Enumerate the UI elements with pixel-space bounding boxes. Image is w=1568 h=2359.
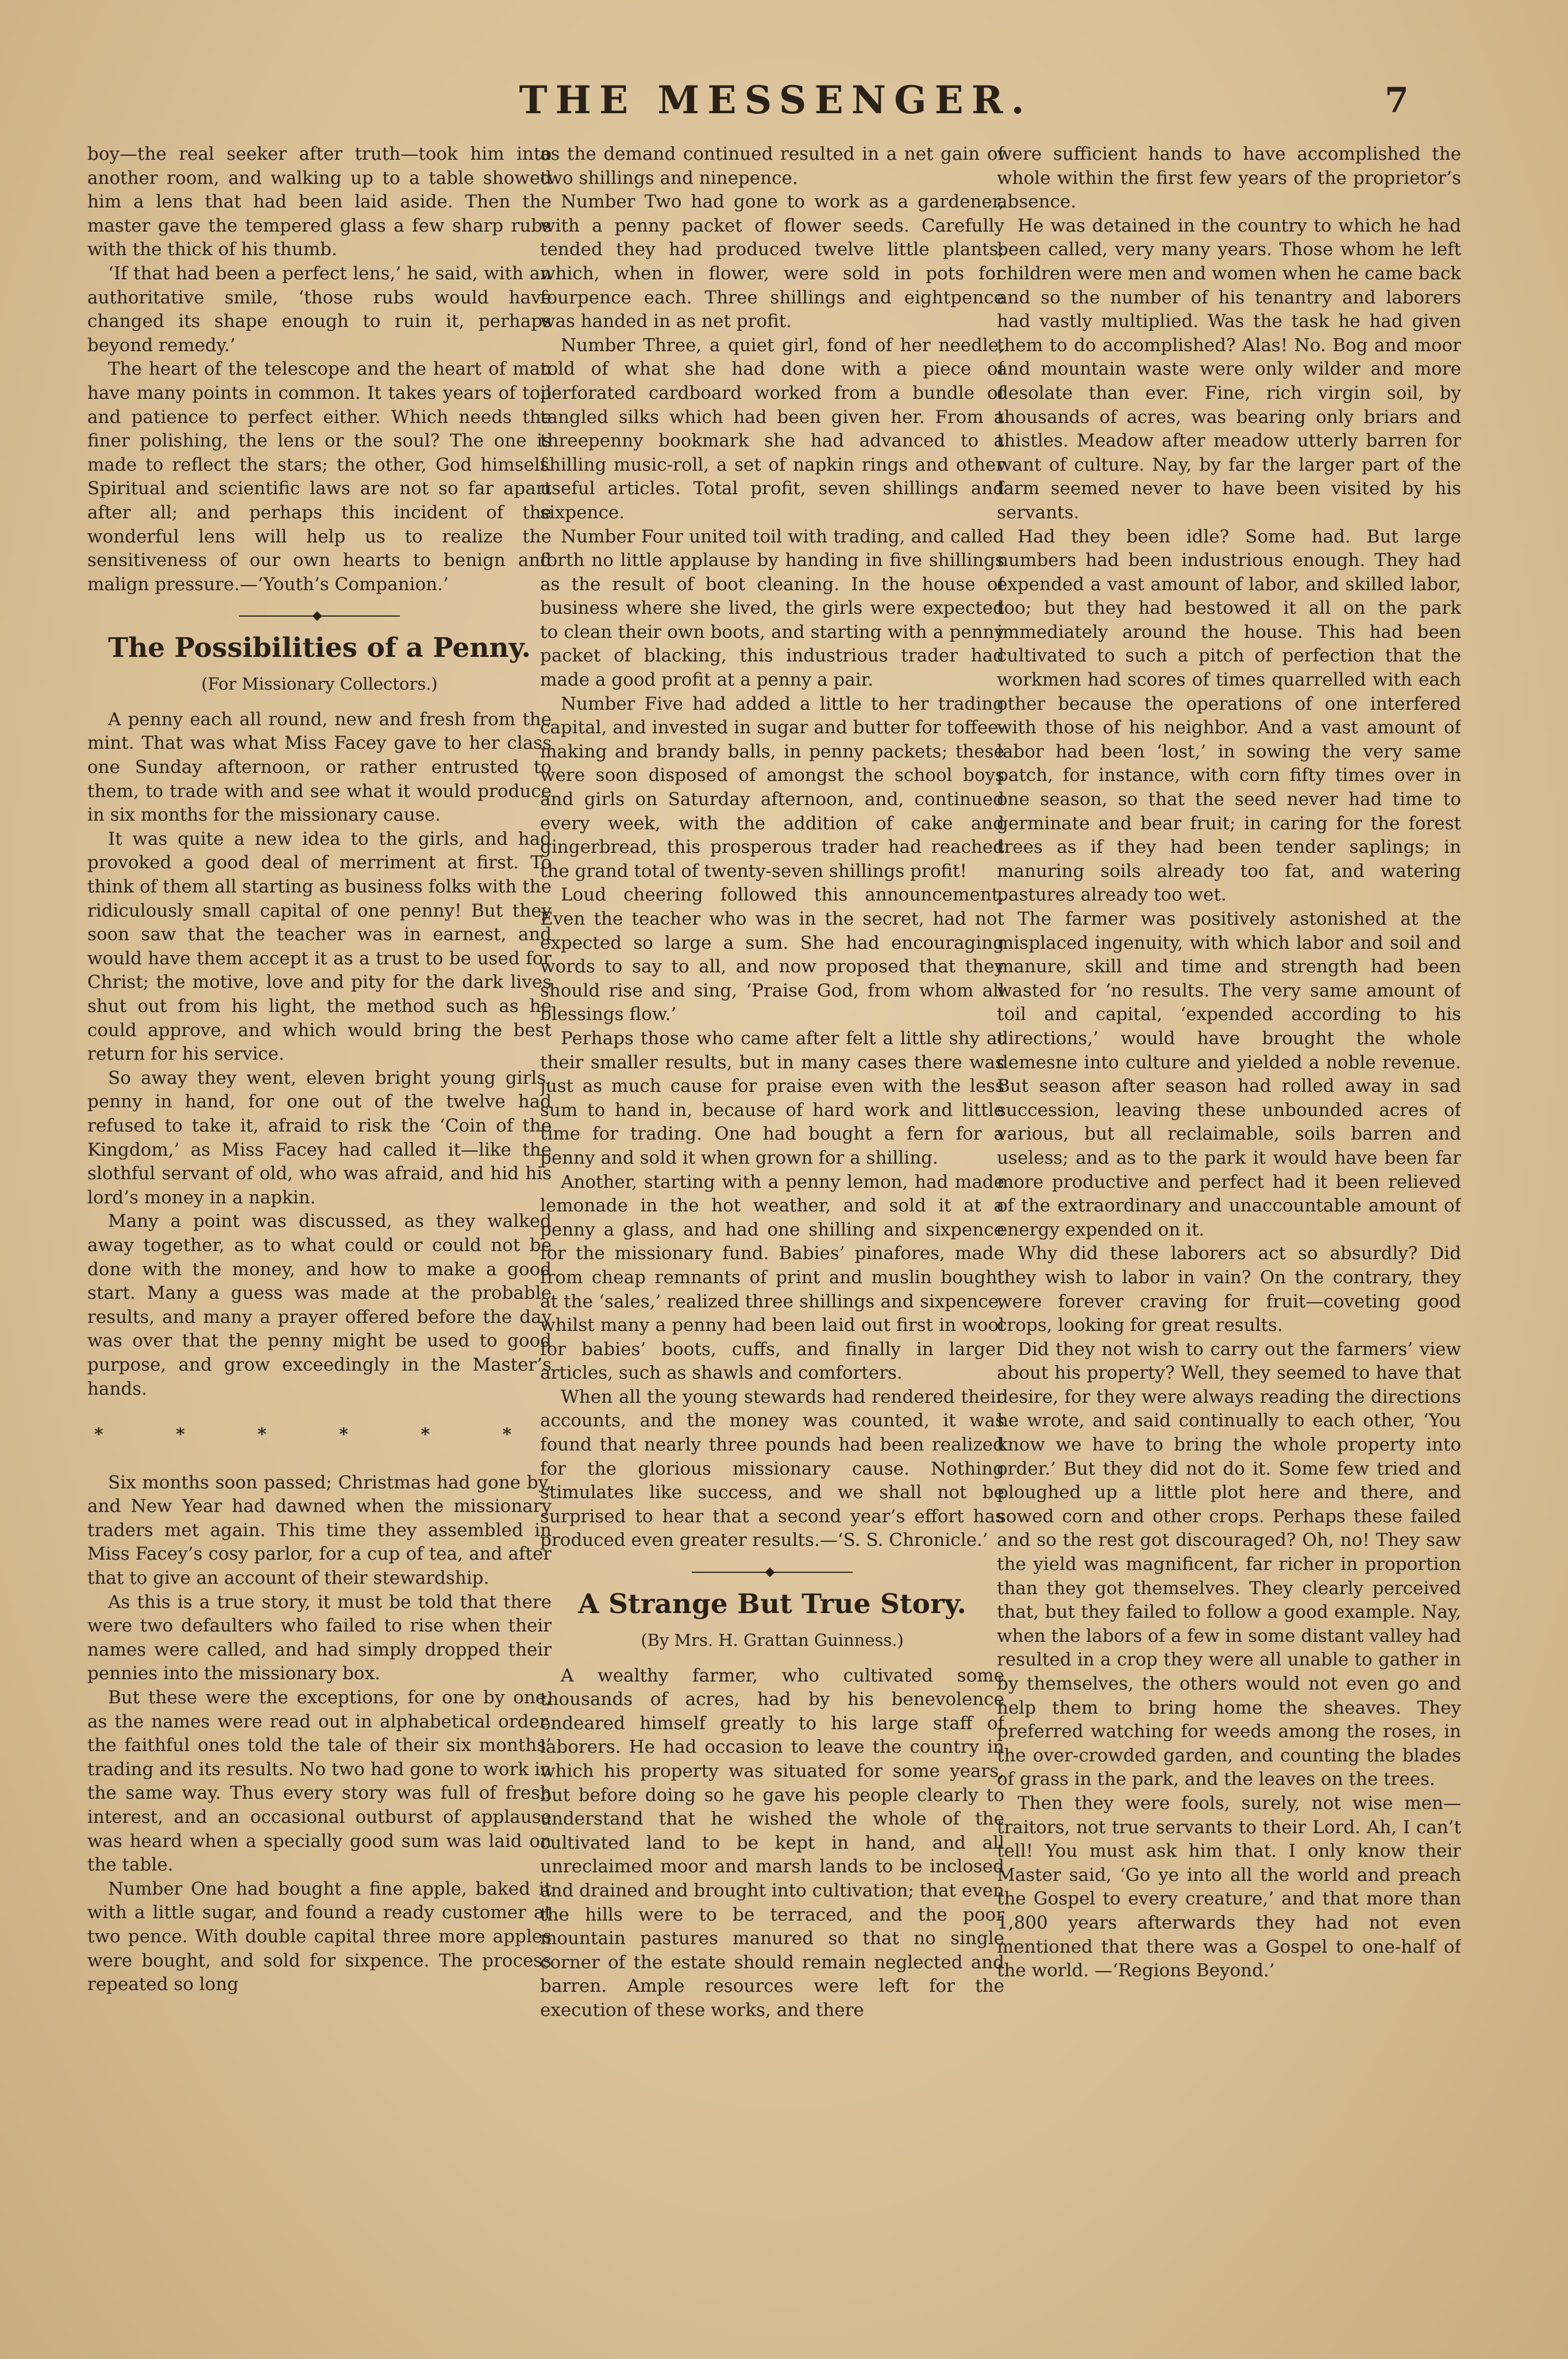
- paragraph: Had they been idle? Some had. But large numbers had been industrious enough. They had expended a vast amount of labor, and skilled labor, too; but they had bestowed it all on the park immediately around the house. This had been cultivated to such a pitch of perfection that the workmen had scores of times quarrelled with each other because the operations of one interfered with those of his neighbor. And a vast amount of labor had been ‘lost,’ in sowing the very same patch, for instance, with corn fifty times over in one season, so that the seed never had time to germinate and bear fruit; in caring for the forest trees as if they had been tender saplings; in manuring soils already too fat, and watering pastures already too wet.: [997, 526, 1461, 906]
- paragraph: The farmer was positively astonished at the misplaced ingenuity, with which labor and soil and manure, skill and time and strength had been wasted for ‘no results. The very same amount of toil and capital, ‘expended according to his directions,’ would have brought the whole demesne into culture and yielded a noble revenue. But season after season had rolled away in sad succession, leaving these unbounded acres of various, but all reclaimable, soils barren and useless; and as to the park it would have been far more productive and perfect had it been relieved of the extraordinary and unaccountable amount of energy expended on it.: [997, 909, 1461, 1240]
- paragraph: Many a point was discussed, as they walked away together, as to what could or could not be done with the money, and how to make a good start. Many a guess was made at the probable results, and many a prayer offered before the day was over that the penny might be used to good purpose, and grow exceedingly in the Master’s hands.: [87, 1211, 552, 1399]
- section-divider: [239, 611, 400, 621]
- paragraph: as the demand continued resulted in a net gain of two shillings and ninepence.: [540, 144, 1004, 188]
- paragraph: Number Four united toil with trading, and called forth no little applause by handing in five shillings as the result of boot cleaning. In the house of business where she lived, the girls were expected to clean their own boots, and starting with a penny packet of blacking, this industrious trader had made a good profit at a penny a pair.: [540, 526, 1004, 691]
- paragraph: were sufficient hands to have accomplished the whole within the first few years of the proprietor’s absence.: [997, 144, 1461, 213]
- masthead: THE MESSENGER.: [519, 78, 1033, 122]
- paragraph: A wealthy farmer, who cultivated some thousands of acres, had by his benevolence endeared himself greatly to his large staff of laborers. He had occasion to leave the country in which his property was situated for some years, but before doing so he gave his people clearly to understand that he wished the whole of the cultivated land to be kept in hand, and all unreclaimed moor and marsh lands to be inclosed and drained and brought into cultivation; that even the hills were to be terraced, and the poor mountain pastures manured so that no single corner of the estate should remain neglected and barren. Ample resources were left for the execution of these works, and there: [540, 1665, 1004, 2021]
- paragraph: Number Two had gone to work as a gardener, with a penny packet of flower seeds. Carefully tended they had produced twelve little plants; which, when in flower, were sold in pots for fourpence each. Three shillings and eightpence was handed in as net profit.: [540, 191, 1004, 332]
- article-subtitle: (For Missionary Collectors.): [201, 674, 438, 694]
- paragraph: As this is a true story, it must be told that there were two defaulters who failed to rise when their names were called, and had simply dropped their pennies into the missionary box.: [87, 1591, 552, 1684]
- column-2: [540, 143, 1004, 2257]
- paragraph: Why did these laborers act so absurdly? Did they wish to labor in vain? On the contrary, they were forever craving for fruit—coveting good crops, looking for great results.: [997, 1243, 1461, 1336]
- paragraph: Did they not wish to carry out the farmers’ view about his property? Well, they seemed to have that desire, for they were always reading the directions he wrote, and said continually to each other, ‘You know we have to bring the whole property into order.’ But they did not do it. Some few tried and ploughed up a little plot here and there, and sowed corn and other crops. Perhaps these failed and so the rest got discouraged? Oh, no! They saw the yield was magnificent, far richer in proportion than they got themselves. They clearly perceived that, but they failed to follow a good example. Nay, when the labors of a few in some distant valley had resulted in a crop they were all unable to gather in by themselves, the others would not even go and help them to bring home the sheaves. They preferred watching for weeds among the roses, in the over-crowded garden, and counting the blades of grass in the park, and the leaves on the trees.: [997, 1338, 1461, 1790]
- paragraph: boy—the real seeker after truth—took him into another room, and walking up to a table showed him a lens that had been laid aside. Then the master gave the tempered glass a few sharp rubs with the thick of his thumb.: [87, 144, 552, 260]
- paragraph: Then they were fools, surely, not wise men—traitors, not true servants to their Lord. Ah, I can’t tell! You must ask him that. I only know their Master said, ‘Go ye into all the world and preach the Gospel to every creature,’ and that more than 1,800 years afterwards they had not even mentioned that there was a Gospel to one-half of the world. —‘Regions Beyond.’: [997, 1792, 1461, 1981]
- column-1: [87, 143, 552, 2257]
- paragraph: Loud cheering followed this announcement, Even the teacher who was in the secret, had not expected so large a sum. She had encouraging words to say to all, and now proposed that they should rise and sing, ‘Praise God, from whom all blessings flow.’: [540, 884, 1004, 1025]
- paragraph: He was detained in the country to which he had been called, very many years. Those whom he left children were men and women when he came back and so the number of his tenantry and laborers had vastly multiplied. Was the task he had given them to do accomplished? Alas! No. Bog and moor and mountain waste were only wilder and more desolate than ever. Fine, rich virgin soil, by thousands of acres, was bearing only briars and thistles. Meadow after meadow utterly barren for want of culture. Nay, by far the larger part of the farm seemed never to have been visited by his servants.: [997, 215, 1461, 523]
- paragraph: Six months soon passed; Christmas had gone by, and New Year had dawned when the missionary traders met again. This time they assembled in Miss Facey’s cosy parlor, for a cup of tea, and after that to give an account of their stewardship.: [87, 1472, 552, 1589]
- paragraph: The heart of the telescope and the heart of man have many points in common. It takes years of toil and patience to perfect either. Which needs the finer polishing, the lens or the soul? The one is made to reflect the stars; the other, God himself. Spiritual and scientific laws are not so far apart after all; and perhaps this incident of the wonderful lens will help us to realize the sensitiveness of our own hearts to benign and malign pressure.—‘Youth’s Companion.’: [87, 359, 552, 595]
- paragraph: Another, starting with a penny lemon, had made lemonade in the hot weather, and sold it at a penny a glass, and had one shilling and sixpence for the missionary fund. Babies’ pinafores, made from cheap remnants of print and muslin bought at the ‘sales,’ realized three shillings and sixpence, whilst many a penny had been laid out first in wool for babies’ boots, cuffs, and finally in larger articles, such as shawls and comforters.: [540, 1171, 1004, 1384]
- article-subtitle: (By Mrs. H. Grattan Guinness.): [641, 1630, 904, 1650]
- section-break-stars: * * * * * *: [94, 1425, 545, 1445]
- column-3: [997, 143, 1461, 2257]
- article-title: The Possibilities of a Penny.: [108, 632, 531, 664]
- paragraph: But these were the exceptions, for one by one, as the names were read out in alphabetical order, the faithful ones told the tale of their six months’ trading and its results. No two had gone to work in the same way. Thus every story was full of fresh interest, and an occasional outburst of applause was heard when a specially good sum was laid on the table.: [87, 1687, 552, 1876]
- article-title: A Strange But True Story.: [578, 1588, 966, 1621]
- paragraph: So away they went, eleven bright young girls, penny in hand, for one out of the twelve had refused to take it, afraid to risk the ‘Coin of the Kingdom,’ as Miss Facey had called it—like the slothful servant of old, who was afraid, and hid his lord’s money in a napkin.: [87, 1067, 552, 1208]
- paragraph: It was quite a new idea to the girls, and had provoked a good deal of merriment at first. To think of them all starting as business folks with the ridiculously small capital of one penny! But they soon saw that the teacher was in earnest, and would have them accept it as a trust to be used for Christ; the motive, love and pity for the dark lives shut out from his light, the method such as he could approve, and which would bring the best return for his service.: [87, 828, 552, 1065]
- page-number: 7: [1385, 80, 1409, 121]
- paragraph: Number Five had added a little to her trading capital, and invested in sugar and butter for toffee-making and brandy balls, in penny packets; these were soon disposed of amongst the school boys and girls on Saturday afternoon, and, continued every week, with the addition of cake and gingerbread, this prosperous trader had reached the grand total of twenty-seven shillings profit!: [540, 693, 1004, 882]
- paragraph: When all the young stewards had rendered their accounts, and the money was counted, it was found that nearly three pounds had been realized for the glorious missionary cause. Nothing stimulates like success, and we shall not be surprised to hear that a second year’s effort has produced even greater results.—‘S. S. Chronicle.’: [540, 1386, 1004, 1551]
- paragraph: Number Three, a quiet girl, fond of her needle, told of what she had done with a piece of perforated cardboard worked from a bundle of tangled silks which had been given her. From a threepenny bookmark she had advanced to a shilling music-roll, a set of napkin rings and other useful articles. Total profit, seven shillings and sixpence.: [540, 334, 1004, 523]
- paragraph: ‘If that had been a perfect lens,’ he said, with an authoritative smile, ‘those rubs would have changed its shape enough to ruin it, perhaps beyond remedy.’: [87, 263, 552, 356]
- section-divider: [692, 1568, 853, 1577]
- paragraph: A penny each all round, new and fresh from the mint. That was what Miss Facey gave to her class one Sunday afternoon, or rather entrusted to them, to trade with and see what it would produce in six months for the missionary cause.: [87, 709, 552, 826]
- paragraph: Number One had bought a fine apple, baked it with a little sugar, and found a ready customer at two pence. With double capital three more apples were bought, and sold for sixpence. The process repeated so long: [87, 1878, 552, 1995]
- paragraph: Perhaps those who came after felt a little shy at their smaller results, but in many cases there was just as much cause for praise even with the less sum to hand in, because of hard work and little time for trading. One had bought a fern for a penny and sold it when grown for a shilling.: [540, 1028, 1004, 1168]
